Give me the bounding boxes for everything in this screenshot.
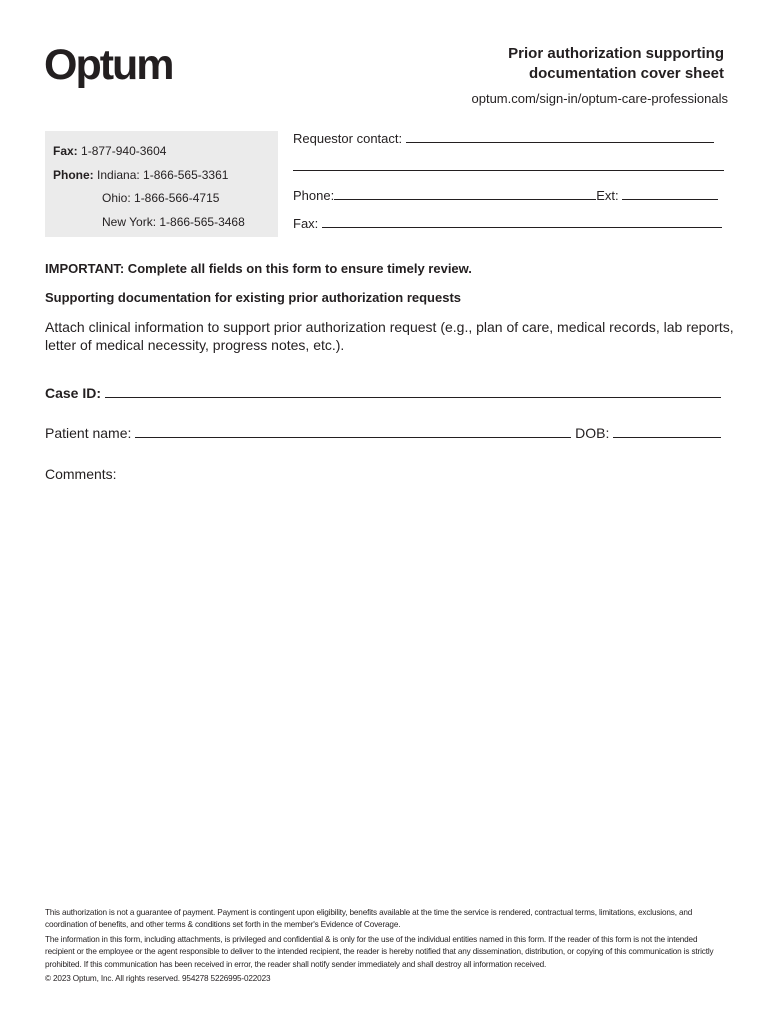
optum-logo: Optum xyxy=(44,41,173,89)
footer-confidentiality: The information in this form, including attachments, is privileged and confidential & is only for the use of the individual entities named in this form. If the reader of this form is not the intended recipient or the employee or the agent responsible to deliver to the intended recipient, the reader is hereby notified that any dissemination, distribution, or copying of this communication is strictly prohibited. If this communication has been received in error, the reader shall notify sender immediately and shall destroy all information received. xyxy=(45,934,714,969)
requestor-contact-line-2[interactable] xyxy=(293,158,724,171)
requestor-ext-label: Ext: xyxy=(596,188,619,203)
requestor-contact-line[interactable] xyxy=(406,130,714,143)
important-notice: IMPORTANT: Complete all fields on this form to ensure timely review. xyxy=(45,261,472,276)
contact-info-box xyxy=(45,131,278,237)
requestor-contact-second-line[interactable] xyxy=(293,158,724,174)
requestor-phone-label: Phone: xyxy=(293,188,335,203)
requestor-fax-label: Fax: xyxy=(293,216,319,231)
requestor-contact-field[interactable] xyxy=(293,130,714,146)
patient-name-line[interactable] xyxy=(135,425,571,438)
requestor-phone-field[interactable] xyxy=(293,187,718,203)
phone-label: Phone: xyxy=(53,167,94,182)
comments-label: Comments: xyxy=(45,466,117,482)
website-url: optum.com/sign-in/optum-care-professionals xyxy=(471,91,728,106)
dob-line[interactable] xyxy=(613,425,721,438)
phone-row-new-york: New York: 1-866-565-3468 xyxy=(102,214,245,229)
case-id-line[interactable] xyxy=(105,385,721,398)
case-id-field[interactable] xyxy=(45,385,721,401)
fax-number: 1-877-940-3604 xyxy=(81,144,167,158)
footer xyxy=(45,907,725,987)
phone-indiana: Indiana: 1-866-565-3361 xyxy=(97,167,229,182)
requestor-fax-line[interactable] xyxy=(322,215,722,228)
footer-disclaimer: This authorization is not a guarantee of payment. Payment is contingent upon eligibility, benefits available at the time the service is rendered, contractual terms, limitations, exclusions, and coordination of benefits, and other terms & conditions set forth in the member's Evidence of Coverage. xyxy=(45,908,693,930)
footer-copyright: © 2023 Optum, Inc. All rights reserved. 954278 5226995-022023 xyxy=(45,974,271,984)
phone-row-ohio: Ohio: 1-866-566-4715 xyxy=(102,191,220,205)
requestor-ext-line[interactable] xyxy=(622,187,718,200)
fax-label: Fax: xyxy=(53,144,78,158)
supporting-heading: Supporting documentation for existing prior authorization requests xyxy=(45,290,462,305)
phone-row-indiana xyxy=(53,167,278,191)
attach-instructions: Attach clinical information to support prior authorization request (e.g., plan of care, medical records, lab reports, letter of medical necessity, progress notes, etc.). xyxy=(45,319,734,353)
page-title: Prior authorization supporting documentation cover sheet xyxy=(508,45,724,82)
fax-row xyxy=(53,143,278,167)
requestor-contact-label: Requestor contact: xyxy=(293,131,403,146)
case-id-label: Case ID: xyxy=(45,385,102,401)
requestor-fax-field[interactable] xyxy=(293,215,722,231)
patient-name-field[interactable] xyxy=(45,425,721,441)
dob-label: DOB: xyxy=(575,425,610,441)
requestor-phone-line[interactable] xyxy=(334,187,596,200)
patient-name-label: Patient name: xyxy=(45,425,132,441)
